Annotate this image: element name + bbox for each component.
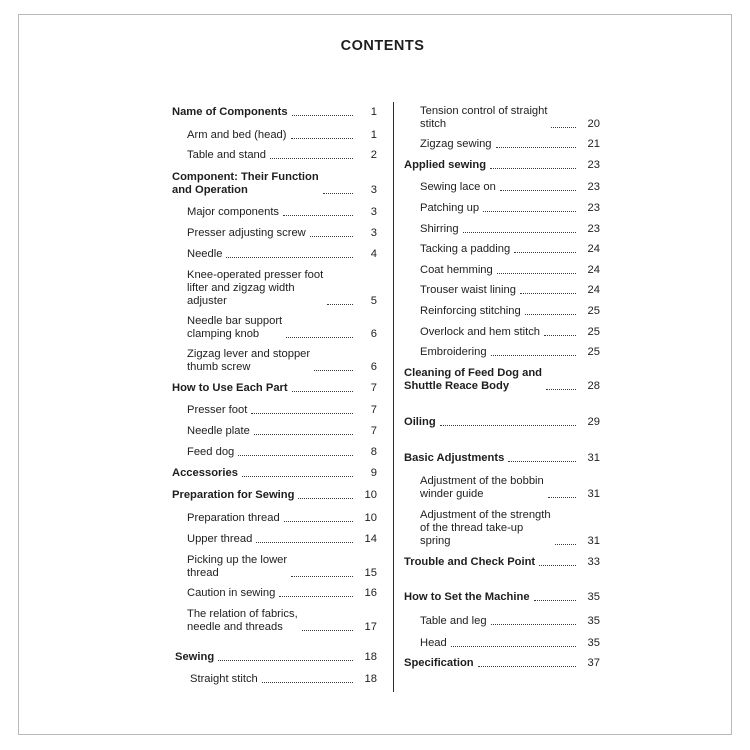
toc-entry-label: Adjustment of the strength of the thread take-up spring (420, 509, 551, 547)
toc-entry (187, 129, 377, 142)
leader-dots (292, 115, 353, 116)
toc-entry (187, 149, 377, 162)
leader-dots (218, 660, 353, 661)
toc-page-number: 20 (587, 118, 600, 130)
toc-entry-label: Reinforcing stitching (420, 305, 521, 317)
toc-page-number: 35 (587, 615, 600, 627)
toc-entry-label: Table and leg (420, 615, 487, 627)
toc-entry-label: Tacking a padding (420, 243, 511, 255)
toc-entry (404, 452, 600, 465)
toc-page-number: 6 (370, 328, 377, 340)
leader-dots (500, 190, 576, 191)
toc-entry-label: Trouser waist lining (420, 284, 516, 296)
toc-page-number: 24 (587, 264, 600, 276)
toc-page-number: 25 (587, 305, 600, 317)
toc-page-number: 21 (587, 138, 600, 150)
leader-dots (546, 389, 576, 390)
column-divider (393, 102, 394, 692)
toc-entry (172, 489, 377, 502)
toc-entry (404, 556, 600, 569)
toc-entry (187, 269, 377, 308)
toc-page-number: 3 (370, 206, 377, 218)
leader-dots (256, 542, 353, 543)
leader-dots (270, 158, 353, 159)
toc-entry (187, 348, 377, 374)
toc-page-number: 17 (364, 621, 377, 633)
leader-dots (314, 370, 353, 371)
toc-entry-label: Presser adjusting screw (187, 227, 306, 239)
toc-entry (420, 243, 600, 256)
toc-entry-label: Component: Their Function and Operation (172, 171, 319, 196)
toc-entry-label: Arm and bed (head) (187, 129, 287, 141)
toc-entry-label: Accessories (172, 467, 238, 479)
leader-dots (534, 600, 576, 601)
toc-entry (404, 159, 600, 172)
leader-dots (463, 232, 576, 233)
toc-entry-label: Basic Adjustments (404, 452, 505, 464)
toc-entry (187, 206, 377, 219)
toc-entry (420, 305, 600, 318)
leader-dots (555, 544, 576, 545)
toc-page-number: 6 (370, 361, 377, 373)
toc-entry-label: Sewing lace on (420, 181, 496, 193)
toc-entry-label: Table and stand (187, 149, 266, 161)
toc-entry (420, 264, 600, 277)
leader-dots (514, 252, 576, 253)
toc-page-number: 5 (370, 295, 377, 307)
leader-dots (525, 314, 576, 315)
toc-entry-label: Adjustment of the bobbin winder guide (420, 475, 544, 500)
toc-entry-label: Cleaning of Feed Dog and Shuttle Reace Body (404, 367, 542, 392)
toc-entry-label: Overlock and hem stitch (420, 326, 541, 338)
leader-dots (496, 147, 576, 148)
toc-entry (404, 657, 600, 670)
toc-entry-label: Specification (404, 657, 474, 669)
toc-entry (420, 223, 600, 236)
toc-entry-label: Sewing (175, 651, 215, 663)
toc-entry (420, 637, 600, 650)
toc-entry (175, 651, 377, 664)
leader-dots (251, 413, 353, 414)
toc-entry (172, 467, 377, 480)
leader-dots (302, 630, 353, 631)
toc-page-number: 4 (370, 248, 377, 260)
leader-dots (286, 337, 353, 338)
toc-entry-label: Major components (187, 206, 280, 218)
toc-entry (187, 533, 377, 546)
toc-entry-label: Oiling (404, 416, 436, 428)
toc-page-number: 3 (370, 184, 377, 196)
leader-dots (283, 215, 353, 216)
toc-entry (187, 425, 377, 438)
toc-entry (420, 202, 600, 215)
leader-dots (551, 127, 576, 128)
toc-entry (187, 446, 377, 459)
leader-dots (451, 646, 576, 647)
leader-dots (284, 521, 353, 522)
toc-entry (172, 171, 377, 197)
toc-page-number: 24 (587, 284, 600, 296)
toc-entry (420, 284, 600, 297)
leader-dots (291, 576, 353, 577)
toc-entry (190, 673, 377, 686)
leader-dots (440, 425, 576, 426)
leader-dots (292, 391, 353, 392)
toc-entry-label: The relation of fabrics, needle and threads (187, 608, 298, 633)
leader-dots (548, 497, 576, 498)
toc-page-number: 31 (587, 488, 600, 500)
leader-dots (508, 461, 576, 462)
page-title: CONTENTS (340, 38, 425, 54)
leader-dots (490, 168, 576, 169)
toc-entry-label: Knee-operated presser foot lifter and zigzag width adjuster (187, 269, 324, 307)
toc-entry (420, 615, 600, 628)
toc-entry-label: Trouble and Check Point (404, 556, 536, 568)
toc-page-number: 8 (370, 446, 377, 458)
leader-dots (242, 476, 353, 477)
toc-entry-label: Needle (187, 248, 223, 260)
toc-entry-label: Applied sewing (404, 159, 487, 171)
leader-dots (291, 138, 353, 139)
leader-dots (491, 355, 576, 356)
leader-dots (478, 666, 576, 667)
leader-dots (254, 434, 353, 435)
toc-page-number: 10 (364, 512, 377, 524)
toc-entry-label: Feed dog (187, 446, 235, 458)
toc-page-number: 2 (370, 149, 377, 161)
toc-page-number: 23 (587, 202, 600, 214)
toc-page-number: 35 (587, 637, 600, 649)
toc-page-number: 24 (587, 243, 600, 255)
toc-page-number: 25 (587, 326, 600, 338)
toc-page-number: 31 (587, 535, 600, 547)
toc-page-number: 7 (370, 404, 377, 416)
toc-entry-label: Tension control of straight stitch (420, 105, 548, 130)
toc-page-number: 15 (364, 567, 377, 579)
toc-entry (187, 227, 377, 240)
toc-entry-label: Coat hemming (420, 264, 493, 276)
toc-page-number: 14 (364, 533, 377, 545)
toc-entry-label: Needle plate (187, 425, 250, 437)
toc-entry (187, 554, 377, 580)
toc-entry-label: Needle bar support clamping knob (187, 315, 283, 340)
leader-dots (483, 211, 576, 212)
toc-entry (404, 591, 600, 604)
toc-entry-label: Zigzag sewing (420, 138, 492, 150)
toc-page-number: 1 (370, 106, 377, 118)
toc-entry (420, 346, 600, 359)
toc-page-number: 23 (587, 223, 600, 235)
toc-entry (172, 382, 377, 395)
toc-entry-label: Name of Components (172, 106, 288, 118)
toc-entry (187, 404, 377, 417)
toc-entry-label: Preparation for Sewing (172, 489, 295, 501)
leader-dots (310, 236, 353, 237)
leader-dots (491, 624, 576, 625)
toc-entry (420, 326, 600, 339)
toc-entry-label: Straight stitch (190, 673, 258, 685)
toc-entry (404, 416, 600, 429)
leader-dots (226, 257, 353, 258)
toc-page-number: 33 (587, 556, 600, 568)
toc-page-number: 7 (370, 425, 377, 437)
toc-page-number: 7 (370, 382, 377, 394)
toc-entry-label: How to Set the Machine (404, 591, 530, 603)
leader-dots (497, 273, 576, 274)
toc-entry (420, 509, 600, 548)
toc-entry (187, 608, 377, 634)
toc-entry-label: Zigzag lever and stopper thumb screw (187, 348, 311, 373)
toc-entry (187, 315, 377, 341)
toc-page-number: 10 (364, 489, 377, 501)
toc-entry (187, 512, 377, 525)
toc-entry-label: Presser foot (187, 404, 248, 416)
toc-entry (187, 587, 377, 600)
toc-entry-label: Head (420, 637, 447, 649)
toc-page-number: 16 (364, 587, 377, 599)
leader-dots (298, 498, 353, 499)
leader-dots (262, 682, 353, 683)
toc-entry (172, 106, 377, 119)
toc-page-number: 28 (587, 380, 600, 392)
toc-entry (187, 248, 377, 261)
leader-dots (520, 293, 576, 294)
toc-entry (404, 367, 600, 393)
toc-entry-label: Patching up (420, 202, 480, 214)
leader-dots (327, 304, 353, 305)
toc-page-number: 25 (587, 346, 600, 358)
toc-entry (420, 138, 600, 151)
toc-entry (420, 181, 600, 194)
toc-page-number: 31 (587, 452, 600, 464)
toc-entry-label: How to Use Each Part (172, 382, 288, 394)
toc-page-number: 18 (364, 673, 377, 685)
toc-page-number: 23 (587, 181, 600, 193)
toc-entry-label: Embroidering (420, 346, 487, 358)
leader-dots (539, 565, 576, 566)
toc-entry (420, 475, 600, 501)
leader-dots (279, 596, 353, 597)
toc-entry (420, 105, 600, 131)
toc-page-number: 35 (587, 591, 600, 603)
toc-page-number: 18 (364, 651, 377, 663)
leader-dots (323, 193, 353, 194)
toc-page-number: 3 (370, 227, 377, 239)
toc-entry-label: Shirring (420, 223, 459, 235)
leader-dots (238, 455, 353, 456)
leader-dots (544, 335, 576, 336)
toc-entry-label: Picking up the lower thread (187, 554, 288, 579)
toc-page-number: 23 (587, 159, 600, 171)
toc-page-number: 29 (587, 416, 600, 428)
toc-entry-label: Caution in sewing (187, 587, 276, 599)
toc-page-number: 37 (587, 657, 600, 669)
toc-entry-label: Upper thread (187, 533, 253, 545)
toc-page-number: 9 (370, 467, 377, 479)
toc-page-number: 1 (370, 129, 377, 141)
toc-entry-label: Preparation thread (187, 512, 280, 524)
